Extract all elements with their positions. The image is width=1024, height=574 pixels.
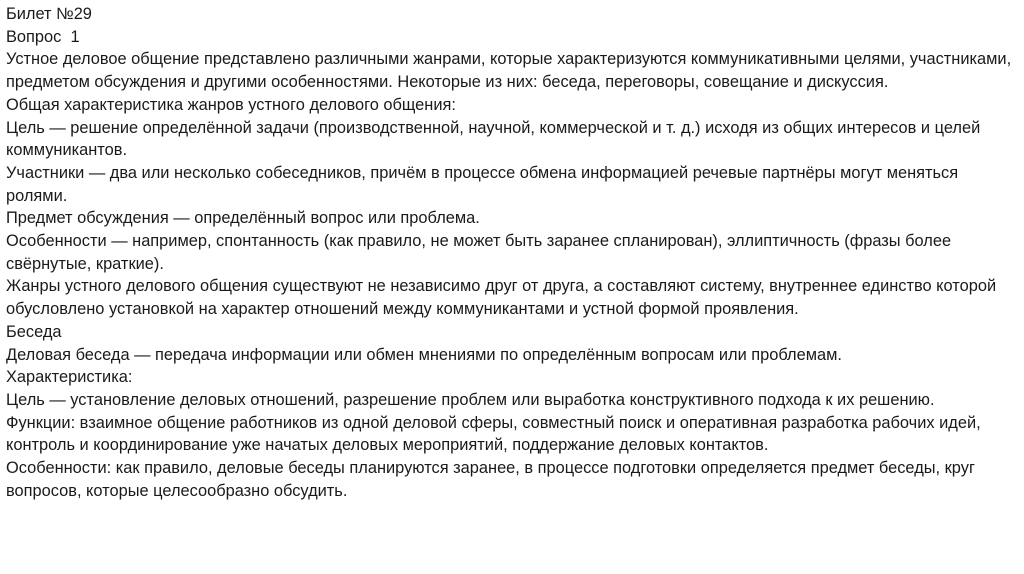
paragraph-participants: Участники — два или несколько собеседников, причём в процессе обмена информацией речевые партнёры могут меняться ролями. xyxy=(6,163,963,205)
section-heading-conversation: Беседа xyxy=(6,322,62,341)
question-number: Вопрос 1 xyxy=(6,27,80,46)
paragraph-goal: Цель — решение определённой задачи (производственной, научной, коммерческой и т. д.) исходя из общих интересов и целей коммуникантов. xyxy=(6,118,985,160)
document-body xyxy=(6,3,1018,502)
paragraph-subject: Предмет обсуждения — определённый вопрос или проблема. xyxy=(6,209,480,228)
paragraph-characteristics-heading: Характеристика: xyxy=(6,368,133,387)
ticket-title: Билет №29 xyxy=(6,5,92,23)
paragraph-conversation-features: Особенности: как правило, деловые беседы планируются заранее, в процессе подготовки определяется предмет беседы, круг вопросов, которые целесообразно обсудить. xyxy=(6,459,980,500)
paragraph-conversation-functions: Функции: взаимное общение работников из одной деловой сферы, совместный поиск и оперативная разработка рабочих идей, контроль и координирование уже начатых деловых мероприятий, поддержание деловых контактов. xyxy=(6,413,986,455)
paragraph-genres-system: Жанры устного делового общения существуют не независимо друг от друга, а составляют систему, внутреннее единство которой обусловлено установкой на характер отношений между коммуникантами и устной формой проявления. xyxy=(6,277,1001,319)
paragraph-conversation-definition: Деловая беседа — передача информации или обмен мнениями по определённым вопросам или проблемам. xyxy=(6,345,842,364)
paragraph-features: Особенности — например, спонтанность (как правило, не может быть заранее спланирован), эллиптичность (фразы более свёрнутые, краткие). xyxy=(6,232,956,273)
paragraph-intro: Устное деловое общение представлено различными жанрами, которые характеризуются коммуникативными целями, участниками, предметом обсуждения и другими особенностями. Некоторые из них: беседа, переговоры, совещание и дискуссия. xyxy=(6,50,1016,92)
paragraph-conversation-goal: Цель — установление деловых отношений, разрешение проблем или выработка конструктивного подхода к их решению. xyxy=(6,390,935,409)
paragraph-general-heading: Общая характеристика жанров устного делового общения: xyxy=(6,95,456,114)
